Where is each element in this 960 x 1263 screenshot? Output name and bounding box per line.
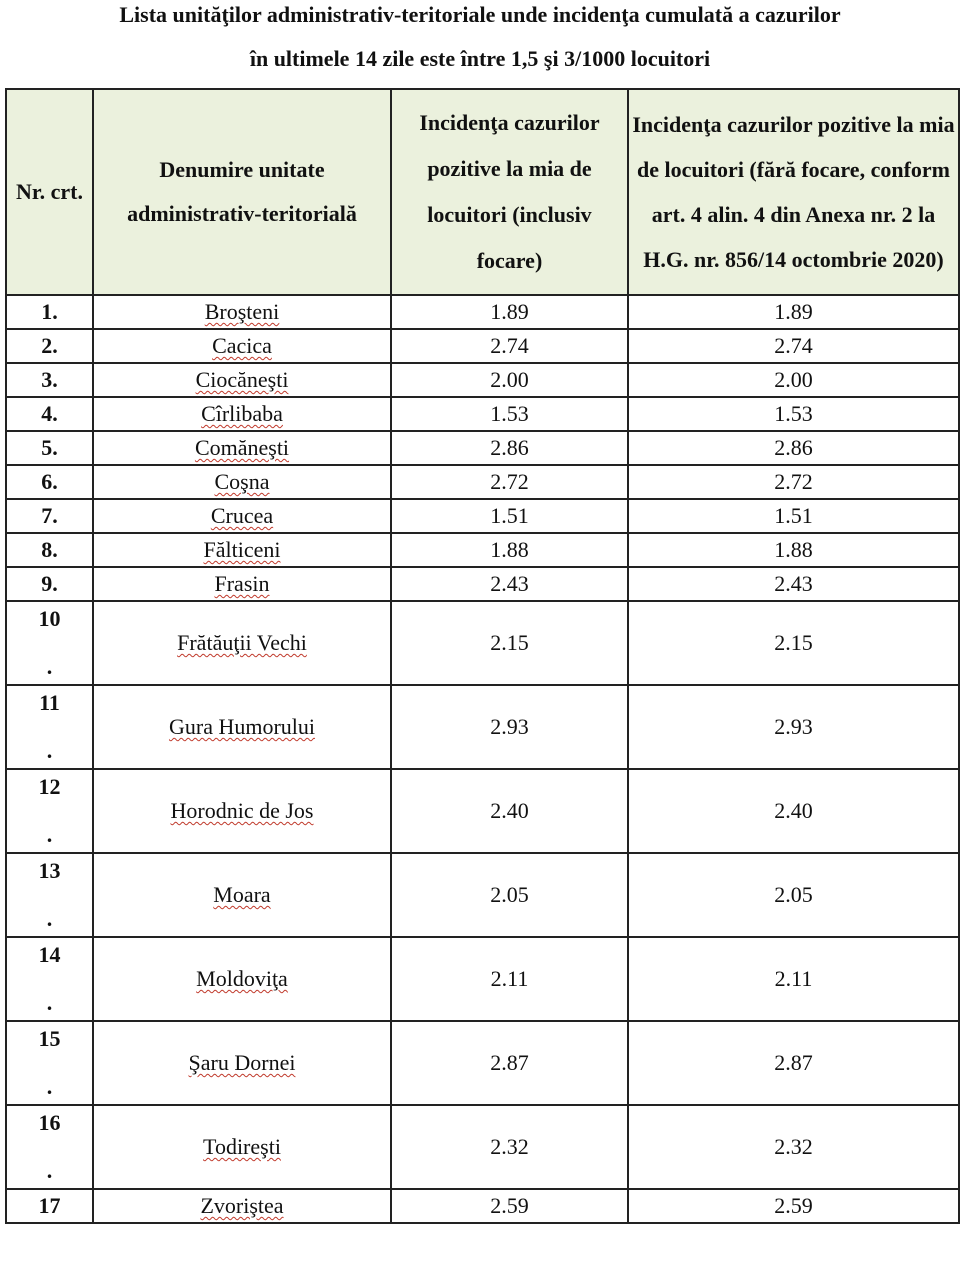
row-unit-name: Horodnic de Jos bbox=[170, 798, 314, 823]
row-unit-name: Frătăuţii Vechi bbox=[177, 630, 307, 655]
table-row bbox=[6, 567, 959, 601]
row-incidence-no-focare: 2.59 bbox=[628, 1189, 959, 1223]
row-incidence: 1.88 bbox=[391, 533, 628, 567]
row-number-value: 15 bbox=[38, 1026, 61, 1051]
row-number-dot: . bbox=[46, 654, 53, 679]
row-unit-name: Zvoriştea bbox=[200, 1193, 284, 1218]
row-number-value: 12 bbox=[38, 774, 61, 799]
table-row bbox=[6, 499, 959, 533]
table-row bbox=[6, 601, 959, 685]
table-header-row bbox=[6, 89, 959, 295]
row-number: 2. bbox=[6, 329, 93, 363]
row-unit-name: Broşteni bbox=[204, 299, 280, 324]
row-incidence-no-focare: 2.43 bbox=[628, 567, 959, 601]
row-incidence: 2.43 bbox=[391, 567, 628, 601]
row-incidence-no-focare: 2.86 bbox=[628, 431, 959, 465]
row-incidence-no-focare: 2.15 bbox=[628, 601, 959, 685]
row-incidence: 2.87 bbox=[391, 1021, 628, 1105]
row-incidence-no-focare: 2.40 bbox=[628, 769, 959, 853]
row-unit-name-cell bbox=[93, 685, 391, 769]
row-number-dot: . bbox=[46, 1074, 53, 1099]
row-number: 17 bbox=[6, 1189, 93, 1223]
row-incidence-no-focare: 1.53 bbox=[628, 397, 959, 431]
header-incidence-no-focare: Incidenţa cazurilor pozitive la mia de locuitori (fără focare, conform art. 4 alin. 4 din Anexa nr. 2 la H.G. nr. 856/14 octombrie 2020) bbox=[628, 89, 959, 295]
row-number-dot: . bbox=[46, 906, 53, 931]
table-row bbox=[6, 1189, 959, 1223]
row-incidence: 2.86 bbox=[391, 431, 628, 465]
row-incidence: 2.93 bbox=[391, 685, 628, 769]
row-unit-name: Crucea bbox=[210, 503, 274, 528]
header-incidence: Incidenţa cazurilor pozitive la mia de locuitori (inclusiv focare) bbox=[391, 89, 628, 295]
row-unit-name-cell bbox=[93, 1189, 391, 1223]
table-row bbox=[6, 431, 959, 465]
row-number bbox=[6, 601, 93, 685]
table-row bbox=[6, 769, 959, 853]
row-unit-name-cell bbox=[93, 465, 391, 499]
row-number bbox=[6, 1105, 93, 1189]
row-incidence: 2.74 bbox=[391, 329, 628, 363]
row-number-dot: . bbox=[46, 822, 53, 847]
row-unit-name: Moara bbox=[213, 882, 271, 907]
row-incidence: 2.15 bbox=[391, 601, 628, 685]
row-unit-name-cell bbox=[93, 533, 391, 567]
row-number: 5. bbox=[6, 431, 93, 465]
row-unit-name: Gura Humorului bbox=[168, 714, 316, 739]
row-number: 9. bbox=[6, 567, 93, 601]
table-row bbox=[6, 1021, 959, 1105]
row-unit-name: Cacica bbox=[212, 333, 272, 358]
row-unit-name-cell bbox=[93, 769, 391, 853]
row-incidence-no-focare: 2.00 bbox=[628, 363, 959, 397]
row-incidence-no-focare: 2.05 bbox=[628, 853, 959, 937]
header-name: Denumire unitate administrativ-teritorială bbox=[93, 89, 391, 295]
row-incidence: 2.40 bbox=[391, 769, 628, 853]
row-unit-name: Todireşti bbox=[203, 1134, 281, 1159]
row-number bbox=[6, 853, 93, 937]
row-unit-name-cell bbox=[93, 601, 391, 685]
row-incidence-no-focare: 2.93 bbox=[628, 685, 959, 769]
page-title: Lista unităţilor administrativ-teritoriale unde incidenţa cumulată a cazurilor bbox=[119, 2, 841, 27]
row-unit-name-cell bbox=[93, 853, 391, 937]
row-unit-name-cell bbox=[93, 329, 391, 363]
header-nr: Nr. crt. bbox=[6, 89, 93, 295]
row-incidence: 2.59 bbox=[391, 1189, 628, 1223]
row-incidence: 1.51 bbox=[391, 499, 628, 533]
table-row bbox=[6, 853, 959, 937]
row-incidence-no-focare: 1.51 bbox=[628, 499, 959, 533]
row-number-dot: . bbox=[46, 990, 53, 1015]
row-number: 4. bbox=[6, 397, 93, 431]
row-number-value: 11 bbox=[39, 690, 60, 715]
row-unit-name-cell bbox=[93, 499, 391, 533]
row-number bbox=[6, 685, 93, 769]
row-number bbox=[6, 1021, 93, 1105]
row-unit-name-cell bbox=[93, 567, 391, 601]
table-row bbox=[6, 295, 959, 329]
row-number: 6. bbox=[6, 465, 93, 499]
row-number: 1. bbox=[6, 295, 93, 329]
page-subtitle: în ultimele 14 zile este între 1,5 şi 3/1000 locuitori bbox=[249, 46, 711, 71]
row-incidence-no-focare: 2.74 bbox=[628, 329, 959, 363]
row-incidence-no-focare: 2.72 bbox=[628, 465, 959, 499]
table-row bbox=[6, 685, 959, 769]
row-unit-name: Moldoviţa bbox=[196, 966, 288, 991]
row-incidence: 1.53 bbox=[391, 397, 628, 431]
row-incidence-no-focare: 1.88 bbox=[628, 533, 959, 567]
row-incidence: 2.00 bbox=[391, 363, 628, 397]
row-unit-name-cell bbox=[93, 1021, 391, 1105]
row-incidence-no-focare: 1.89 bbox=[628, 295, 959, 329]
table-row bbox=[6, 397, 959, 431]
row-unit-name-cell bbox=[93, 431, 391, 465]
row-unit-name: Şaru Dornei bbox=[188, 1050, 296, 1075]
table-row bbox=[6, 1105, 959, 1189]
row-unit-name: Ciocăneşti bbox=[195, 367, 289, 392]
row-incidence-no-focare: 2.32 bbox=[628, 1105, 959, 1189]
row-number: 3. bbox=[6, 363, 93, 397]
row-number-value: 16 bbox=[38, 1110, 61, 1135]
row-incidence-no-focare: 2.87 bbox=[628, 1021, 959, 1105]
row-incidence: 2.05 bbox=[391, 853, 628, 937]
row-unit-name: Cîrlibaba bbox=[201, 401, 283, 426]
row-number bbox=[6, 769, 93, 853]
row-number: 8. bbox=[6, 533, 93, 567]
row-number-value: 14 bbox=[38, 942, 61, 967]
row-number: 7. bbox=[6, 499, 93, 533]
incidence-table bbox=[5, 88, 960, 1224]
row-incidence: 2.11 bbox=[391, 937, 628, 1021]
row-incidence: 2.32 bbox=[391, 1105, 628, 1189]
row-unit-name: Coşna bbox=[214, 469, 270, 494]
table-row bbox=[6, 937, 959, 1021]
row-unit-name: Frasin bbox=[214, 571, 270, 596]
row-number-dot: . bbox=[46, 1158, 53, 1183]
table-row bbox=[6, 363, 959, 397]
row-number-dot: . bbox=[46, 738, 53, 763]
row-unit-name: Fălticeni bbox=[203, 537, 281, 562]
row-number-value: 10 bbox=[38, 606, 61, 631]
row-unit-name-cell bbox=[93, 295, 391, 329]
row-incidence: 2.72 bbox=[391, 465, 628, 499]
row-number bbox=[6, 937, 93, 1021]
row-unit-name-cell bbox=[93, 1105, 391, 1189]
row-unit-name-cell bbox=[93, 937, 391, 1021]
row-incidence-no-focare: 2.11 bbox=[628, 937, 959, 1021]
row-unit-name-cell bbox=[93, 397, 391, 431]
table-row bbox=[6, 533, 959, 567]
row-number-value: 13 bbox=[38, 858, 61, 883]
row-incidence: 1.89 bbox=[391, 295, 628, 329]
table-row bbox=[6, 329, 959, 363]
table-row bbox=[6, 465, 959, 499]
row-unit-name-cell bbox=[93, 363, 391, 397]
row-unit-name: Comăneşti bbox=[194, 435, 290, 460]
